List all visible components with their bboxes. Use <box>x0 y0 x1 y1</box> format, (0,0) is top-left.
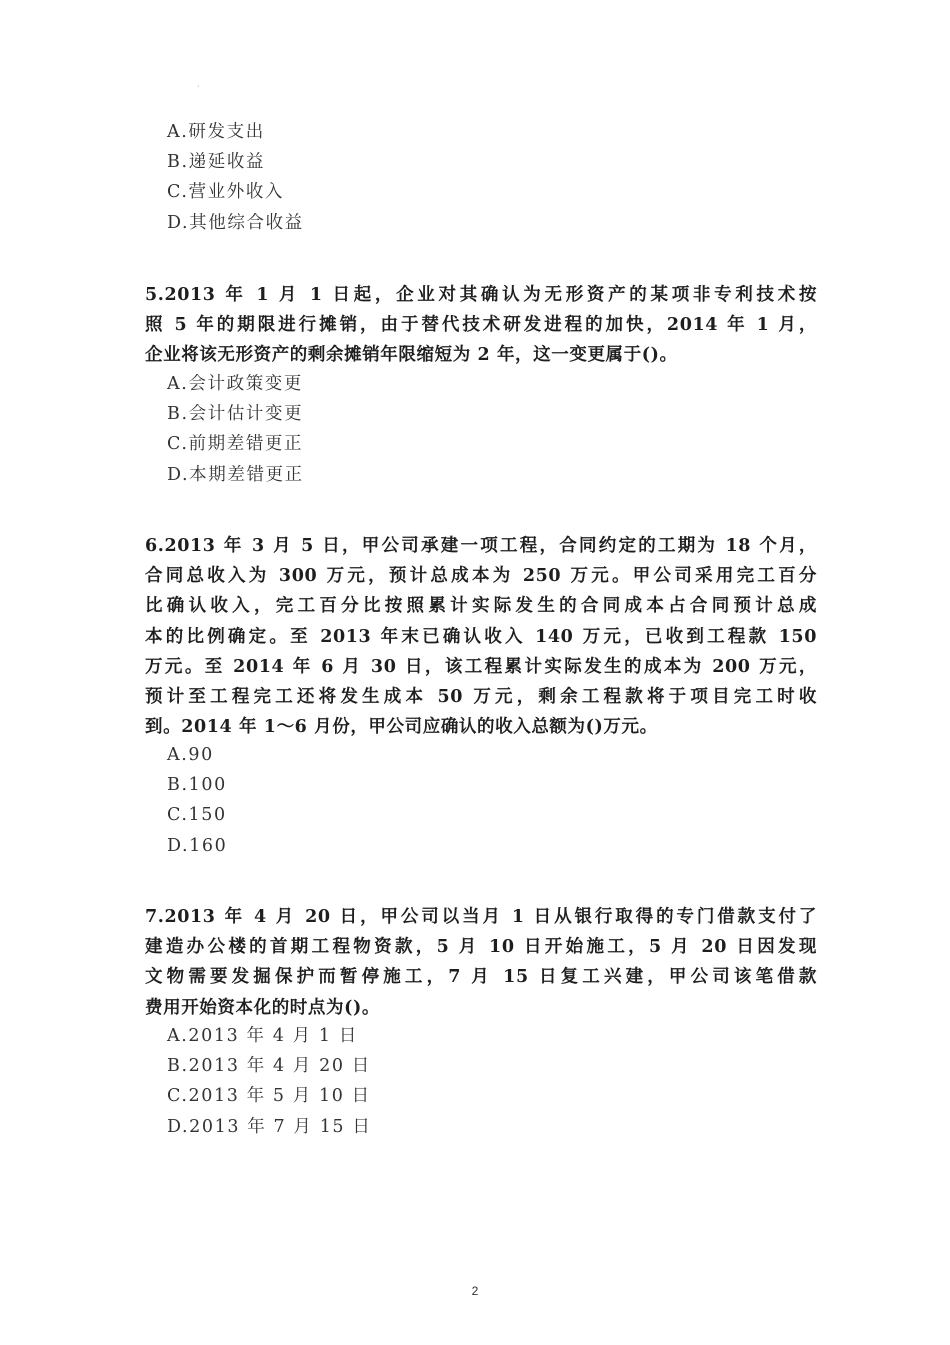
stem-line: 合同总收入为 300 万元，预计总成本为 250 万元。甲公司采用完工百分 <box>145 566 817 587</box>
stem-line: 建造办公楼的首期工程物资款，5 月 10 日开始施工，5 月 20 日因发现 <box>145 937 817 958</box>
decorative-dot: · <box>197 82 200 91</box>
page-number: 2 <box>471 1284 479 1298</box>
stem-line: 企业将该无形资产的剩余摊销年限缩短为 2 年，这一变更属于()。 <box>145 345 678 366</box>
question-5-options <box>167 369 817 490</box>
stem-line: 到。2014 年 1～6 月份，甲公司应确认的收入总额为()万元。 <box>145 717 658 738</box>
option-a: A.会计政策变更 <box>167 374 304 394</box>
stem-line: 比确认收入，完工百分比按照累计实际发生的合同成本占合同预计总成 <box>145 596 817 617</box>
stem-line: 5.2013 年 1 月 1 日起，企业对其确认为无形资产的某项非专利技术按 <box>145 285 817 305</box>
option-c: C.2013 年 5 月 10 日 <box>167 1086 371 1107</box>
question-7-options <box>167 1021 817 1142</box>
option-c: C.150 <box>167 805 227 826</box>
option-b: B.递延收益 <box>167 152 266 173</box>
option-b: B.100 <box>167 775 227 796</box>
option-d: D.160 <box>167 835 228 856</box>
option-a: A.研发支出 <box>167 122 265 142</box>
option-a: A.2013 年 4 月 1 日 <box>167 1026 358 1046</box>
stem-line: 万元。至 2014 年 6 月 30 日，该工程累计实际发生的成本为 200 万元， <box>145 656 817 677</box>
option-c: C.前期差错更正 <box>167 434 304 455</box>
question-7-stem <box>145 902 817 1023</box>
stem-line: 本的比例确定。至 2013 年末已确认收入 140 万元，已收到工程款 150 <box>145 626 817 647</box>
option-d: D.本期差错更正 <box>167 464 304 485</box>
question-5-stem <box>145 280 817 371</box>
option-b: B.2013 年 4 月 20 日 <box>167 1056 371 1077</box>
stem-line: 预计至工程完工还将发生成本 50 万元，剩余工程款将于项目完工时收 <box>145 687 817 708</box>
option-d: D.其他综合收益 <box>167 212 304 233</box>
stem-line: 文物需要发掘保护而暂停施工，7 月 15 日复工兴建，甲公司该笔借款 <box>145 967 817 988</box>
option-c: C.营业外收入 <box>167 182 285 203</box>
question-6-stem <box>145 531 817 742</box>
question-4-options <box>167 117 817 238</box>
option-a: A.90 <box>167 745 214 765</box>
stem-line: 照 5 年的期限进行摊销，由于替代技术研发进程的加快，2014 年 1 月， <box>145 315 817 336</box>
option-d: D.2013 年 7 月 15 日 <box>167 1116 372 1137</box>
option-b: B.会计估计变更 <box>167 404 304 425</box>
question-6-options <box>167 740 817 861</box>
stem-line: 7.2013 年 4 月 20 日，甲公司以当月 1 日从银行取得的专门借款支付了 <box>145 907 817 927</box>
stem-line: 费用开始资本化的时点为()。 <box>145 997 380 1018</box>
stem-line: 6.2013 年 3 月 5 日，甲公司承建一项工程，合同约定的工期为 18 个月， <box>145 536 817 556</box>
